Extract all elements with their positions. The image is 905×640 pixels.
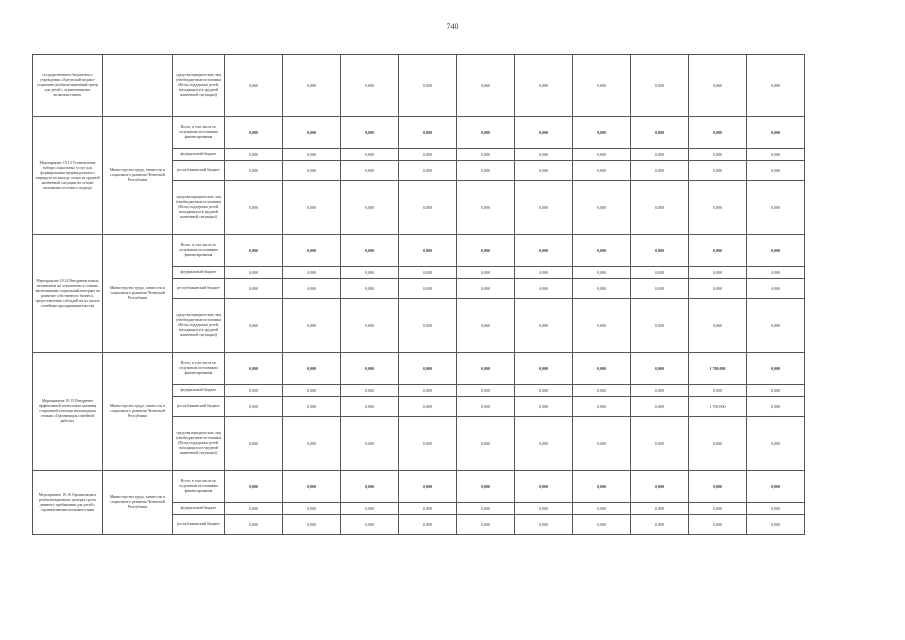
amount-cell: 0,000 bbox=[515, 299, 573, 353]
amount-cell: 0,000 bbox=[747, 279, 805, 299]
amount-cell: 0,000 bbox=[457, 417, 515, 471]
amount-cell: 0,000 bbox=[689, 55, 747, 117]
amount-cell: 0,000 bbox=[341, 267, 399, 279]
funding-source-cell: Всего, в том числе по отдельным источникам финансирования bbox=[173, 353, 225, 385]
amount-cell: 0,000 bbox=[283, 149, 341, 161]
amount-cell: 0,000 bbox=[225, 161, 283, 181]
amount-cell: 0,000 bbox=[341, 161, 399, 181]
amount-cell: 0,000 bbox=[283, 279, 341, 299]
amount-cell: 0,000 bbox=[225, 515, 283, 535]
amount-cell: 0,000 bbox=[515, 117, 573, 149]
executor-cell: Министерство труда, занятости и социального развития Чеченской Республики bbox=[103, 353, 173, 471]
amount-cell: 0,000 bbox=[225, 397, 283, 417]
amount-cell: 0,000 bbox=[283, 471, 341, 503]
funding-source-cell: Всего, в том числе по отдельным источникам финансирования bbox=[173, 117, 225, 149]
amount-cell: 0,000 bbox=[573, 417, 631, 471]
amount-cell: 0,000 bbox=[225, 353, 283, 385]
amount-cell: 0,000 bbox=[573, 471, 631, 503]
amount-cell: 0,000 bbox=[689, 471, 747, 503]
amount-cell: 0,000 bbox=[631, 299, 689, 353]
amount-cell: 0,000 bbox=[573, 397, 631, 417]
amount-cell: 0,000 bbox=[283, 385, 341, 397]
amount-cell: 0,000 bbox=[399, 299, 457, 353]
executor-cell bbox=[103, 55, 173, 117]
page-number: 740 bbox=[446, 22, 459, 31]
amount-cell: 0,000 bbox=[225, 299, 283, 353]
amount-cell: 0,000 bbox=[399, 235, 457, 267]
funding-source-cell: республиканский бюджет bbox=[173, 161, 225, 181]
funding-source-cell: средства юридических лиц (необюджетные источники (Фонд поддержки детей, находящихся в трудной жизненной ситуации)) bbox=[173, 181, 225, 235]
amount-cell: 1 700,000 bbox=[689, 397, 747, 417]
amount-cell: 0,000 bbox=[573, 279, 631, 299]
amount-cell: 0,000 bbox=[573, 117, 631, 149]
amount-cell: 0,000 bbox=[689, 503, 747, 515]
amount-cell: 0,000 bbox=[225, 503, 283, 515]
amount-cell: 0,000 bbox=[399, 353, 457, 385]
amount-cell: 0,000 bbox=[341, 385, 399, 397]
amount-cell: 0,000 bbox=[283, 161, 341, 181]
amount-cell: 0,000 bbox=[457, 471, 515, 503]
table-row bbox=[33, 235, 805, 267]
amount-cell: 0,000 bbox=[225, 235, 283, 267]
amount-cell: 0,000 bbox=[457, 515, 515, 535]
amount-cell: 0,000 bbox=[283, 515, 341, 535]
amount-cell: 0,000 bbox=[225, 149, 283, 161]
amount-cell: 0,000 bbox=[689, 117, 747, 149]
amount-cell: 0,000 bbox=[283, 503, 341, 515]
measure-cell: Мероприятие 19.13 Установление набора социальных услуг для формирования индивидуального маршрута по выходу семьи из трудной жизненной ситуации на основе механизма тестового подхода bbox=[33, 117, 103, 235]
amount-cell: 0,000 bbox=[747, 471, 805, 503]
amount-cell: 0,000 bbox=[573, 235, 631, 267]
measure-cell: Мероприятие 19.14 Внедрение новых механизмов по отношению к семьям, заключившим социальный контракт на развитие собственного бизнеса, предоставления субсидий на их малые семейные предпринимательства bbox=[33, 235, 103, 353]
amount-cell: 0,000 bbox=[631, 471, 689, 503]
amount-cell: 0,000 bbox=[225, 385, 283, 397]
executor-cell: Министерство труда, занятости и социального развития Чеченской Республики bbox=[103, 235, 173, 353]
amount-cell: 0,000 bbox=[341, 279, 399, 299]
funding-source-cell: средства юридических лиц (необюджетные источники (Фонд поддержки детей, находящихся в трудной жизненной ситуации)) bbox=[173, 417, 225, 471]
amount-cell: 0,000 bbox=[631, 149, 689, 161]
funding-source-cell: республиканский бюджет bbox=[173, 279, 225, 299]
amount-cell: 0,000 bbox=[689, 417, 747, 471]
amount-cell: 1 700,000 bbox=[689, 353, 747, 385]
amount-cell: 0,000 bbox=[283, 267, 341, 279]
amount-cell: 0,000 bbox=[747, 149, 805, 161]
amount-cell: 0,000 bbox=[747, 503, 805, 515]
amount-cell: 0,000 bbox=[573, 267, 631, 279]
amount-cell: 0,000 bbox=[283, 235, 341, 267]
amount-cell: 0,000 bbox=[457, 55, 515, 117]
funding-source-cell: республиканский бюджет bbox=[173, 515, 225, 535]
amount-cell: 0,000 bbox=[399, 55, 457, 117]
amount-cell: 0,000 bbox=[573, 181, 631, 235]
amount-cell: 0,000 bbox=[515, 417, 573, 471]
amount-cell: 0,000 bbox=[689, 161, 747, 181]
amount-cell: 0,000 bbox=[747, 299, 805, 353]
amount-cell: 0,000 bbox=[689, 181, 747, 235]
amount-cell: 0,000 bbox=[515, 385, 573, 397]
amount-cell: 0,000 bbox=[515, 503, 573, 515]
amount-cell: 0,000 bbox=[631, 279, 689, 299]
amount-cell: 0,000 bbox=[341, 515, 399, 535]
amount-cell: 0,000 bbox=[515, 235, 573, 267]
executor-cell: Министерство труда, занятости и социального развития Чеченской Республики bbox=[103, 471, 173, 535]
amount-cell: 0,000 bbox=[573, 353, 631, 385]
amount-cell: 0,000 bbox=[515, 397, 573, 417]
amount-cell: 0,000 bbox=[341, 235, 399, 267]
amount-cell: 0,000 bbox=[457, 385, 515, 397]
amount-cell: 0,000 bbox=[747, 267, 805, 279]
amount-cell: 0,000 bbox=[631, 117, 689, 149]
amount-cell: 0,000 bbox=[283, 299, 341, 353]
amount-cell: 0,000 bbox=[457, 503, 515, 515]
amount-cell: 0,000 bbox=[225, 471, 283, 503]
amount-cell: 0,000 bbox=[399, 117, 457, 149]
amount-cell: 0,000 bbox=[631, 55, 689, 117]
amount-cell: 0,000 bbox=[631, 267, 689, 279]
amount-cell: 0,000 bbox=[631, 503, 689, 515]
amount-cell: 0,000 bbox=[399, 397, 457, 417]
amount-cell: 0,000 bbox=[457, 279, 515, 299]
amount-cell: 0,000 bbox=[457, 161, 515, 181]
amount-cell: 0,000 bbox=[341, 181, 399, 235]
amount-cell: 0,000 bbox=[747, 417, 805, 471]
table-row bbox=[33, 471, 805, 503]
funding-source-cell: республиканский бюджет bbox=[173, 397, 225, 417]
amount-cell: 0,000 bbox=[689, 235, 747, 267]
amount-cell: 0,000 bbox=[341, 397, 399, 417]
amount-cell: 0,000 bbox=[457, 117, 515, 149]
amount-cell: 0,000 bbox=[573, 161, 631, 181]
amount-cell: 0,000 bbox=[457, 267, 515, 279]
funding-source-cell: Всего, в том числе по отдельным источникам финансирования bbox=[173, 471, 225, 503]
amount-cell: 0,000 bbox=[689, 267, 747, 279]
amount-cell: 0,000 bbox=[457, 397, 515, 417]
amount-cell: 0,000 bbox=[225, 55, 283, 117]
amount-cell: 0,000 bbox=[225, 117, 283, 149]
amount-cell: 0,000 bbox=[399, 471, 457, 503]
amount-cell: 0,000 bbox=[573, 55, 631, 117]
amount-cell: 0,000 bbox=[747, 117, 805, 149]
funding-source-cell: средства юридических лиц (необюджетные источники (Фонд поддержки детей, находящихся в трудной жизненной ситуации)) bbox=[173, 299, 225, 353]
amount-cell: 0,000 bbox=[399, 279, 457, 299]
amount-cell: 0,000 bbox=[399, 161, 457, 181]
amount-cell: 0,000 bbox=[747, 353, 805, 385]
amount-cell: 0,000 bbox=[399, 385, 457, 397]
amount-cell: 0,000 bbox=[225, 181, 283, 235]
amount-cell: 0,000 bbox=[573, 515, 631, 535]
amount-cell: 0,000 bbox=[689, 385, 747, 397]
amount-cell: 0,000 bbox=[399, 515, 457, 535]
amount-cell: 0,000 bbox=[747, 161, 805, 181]
amount-cell: 0,000 bbox=[689, 149, 747, 161]
funding-source-cell: средства юридических лиц (необюджетные источники (Фонд поддержки детей, находящихся в трудной жизненной ситуации)) bbox=[173, 55, 225, 117]
amount-cell: 0,000 bbox=[283, 55, 341, 117]
amount-cell: 0,000 bbox=[573, 149, 631, 161]
amount-cell: 0,000 bbox=[515, 353, 573, 385]
funding-source-cell: федеральный бюджет bbox=[173, 267, 225, 279]
amount-cell: 0,000 bbox=[747, 515, 805, 535]
amount-cell: 0,000 bbox=[631, 397, 689, 417]
table-row bbox=[33, 117, 805, 149]
amount-cell: 0,000 bbox=[631, 161, 689, 181]
amount-cell: 0,000 bbox=[573, 503, 631, 515]
amount-cell: 0,000 bbox=[515, 55, 573, 117]
amount-cell: 0,000 bbox=[747, 55, 805, 117]
amount-cell: 0,000 bbox=[515, 471, 573, 503]
amount-cell: 0,000 bbox=[747, 235, 805, 267]
amount-cell: 0,000 bbox=[399, 181, 457, 235]
amount-cell: 0,000 bbox=[399, 149, 457, 161]
executor-cell: Министерство труда, занятости и социального развития Чеченской Республики bbox=[103, 117, 173, 235]
measure-cell: государственного бюджетного учреждения «Аргунский медико-социально-реабилитационный центр для детей с ограниченными возможностями» bbox=[33, 55, 103, 117]
budget-table bbox=[32, 54, 805, 535]
amount-cell: 0,000 bbox=[631, 385, 689, 397]
amount-cell: 0,000 bbox=[225, 267, 283, 279]
amount-cell: 0,000 bbox=[457, 149, 515, 161]
amount-cell: 0,000 bbox=[341, 149, 399, 161]
table-row bbox=[33, 353, 805, 385]
amount-cell: 0,000 bbox=[457, 235, 515, 267]
amount-cell: 0,000 bbox=[515, 267, 573, 279]
amount-cell: 0,000 bbox=[631, 417, 689, 471]
amount-cell: 0,000 bbox=[689, 515, 747, 535]
amount-cell: 0,000 bbox=[515, 279, 573, 299]
amount-cell: 0,000 bbox=[225, 417, 283, 471]
amount-cell: 0,000 bbox=[283, 117, 341, 149]
amount-cell: 0,000 bbox=[283, 417, 341, 471]
amount-cell: 0,000 bbox=[689, 299, 747, 353]
amount-cell: 0,000 bbox=[341, 117, 399, 149]
amount-cell: 0,000 bbox=[225, 279, 283, 299]
amount-cell: 0,000 bbox=[747, 397, 805, 417]
amount-cell: 0,000 bbox=[283, 353, 341, 385]
amount-cell: 0,000 bbox=[747, 385, 805, 397]
amount-cell: 0,000 bbox=[573, 299, 631, 353]
measure-cell: Мероприятие 19.16 Организация в реабилитационных центрах групп дневного пребывания для детей с ограниченными возможностями bbox=[33, 471, 103, 535]
funding-source-cell: федеральный бюджет bbox=[173, 149, 225, 161]
amount-cell: 0,000 bbox=[341, 503, 399, 515]
amount-cell: 0,000 bbox=[515, 149, 573, 161]
amount-cell: 0,000 bbox=[515, 161, 573, 181]
amount-cell: 0,000 bbox=[457, 353, 515, 385]
amount-cell: 0,000 bbox=[747, 181, 805, 235]
amount-cell: 0,000 bbox=[341, 55, 399, 117]
amount-cell: 0,000 bbox=[399, 417, 457, 471]
amount-cell: 0,000 bbox=[283, 181, 341, 235]
amount-cell: 0,000 bbox=[341, 471, 399, 503]
amount-cell: 0,000 bbox=[457, 299, 515, 353]
table-row bbox=[33, 55, 805, 117]
amount-cell: 0,000 bbox=[515, 515, 573, 535]
funding-source-cell: федеральный бюджет bbox=[173, 385, 225, 397]
funding-source-cell: федеральный бюджет bbox=[173, 503, 225, 515]
amount-cell: 0,000 bbox=[573, 385, 631, 397]
amount-cell: 0,000 bbox=[631, 515, 689, 535]
funding-source-cell: Всего, в том числе по отдельным источникам финансирования bbox=[173, 235, 225, 267]
amount-cell: 0,000 bbox=[631, 181, 689, 235]
amount-cell: 0,000 bbox=[399, 503, 457, 515]
amount-cell: 0,000 bbox=[341, 299, 399, 353]
measure-cell: Мероприятие 19.15 Внедрение эффективной технологии оказания социальной помощи малоимущим семьям «Организация семейной работы» bbox=[33, 353, 103, 471]
amount-cell: 0,000 bbox=[341, 353, 399, 385]
amount-cell: 0,000 bbox=[689, 279, 747, 299]
amount-cell: 0,000 bbox=[283, 397, 341, 417]
amount-cell: 0,000 bbox=[399, 267, 457, 279]
amount-cell: 0,000 bbox=[457, 181, 515, 235]
amount-cell: 0,000 bbox=[631, 353, 689, 385]
amount-cell: 0,000 bbox=[515, 181, 573, 235]
amount-cell: 0,000 bbox=[631, 235, 689, 267]
amount-cell: 0,000 bbox=[341, 417, 399, 471]
